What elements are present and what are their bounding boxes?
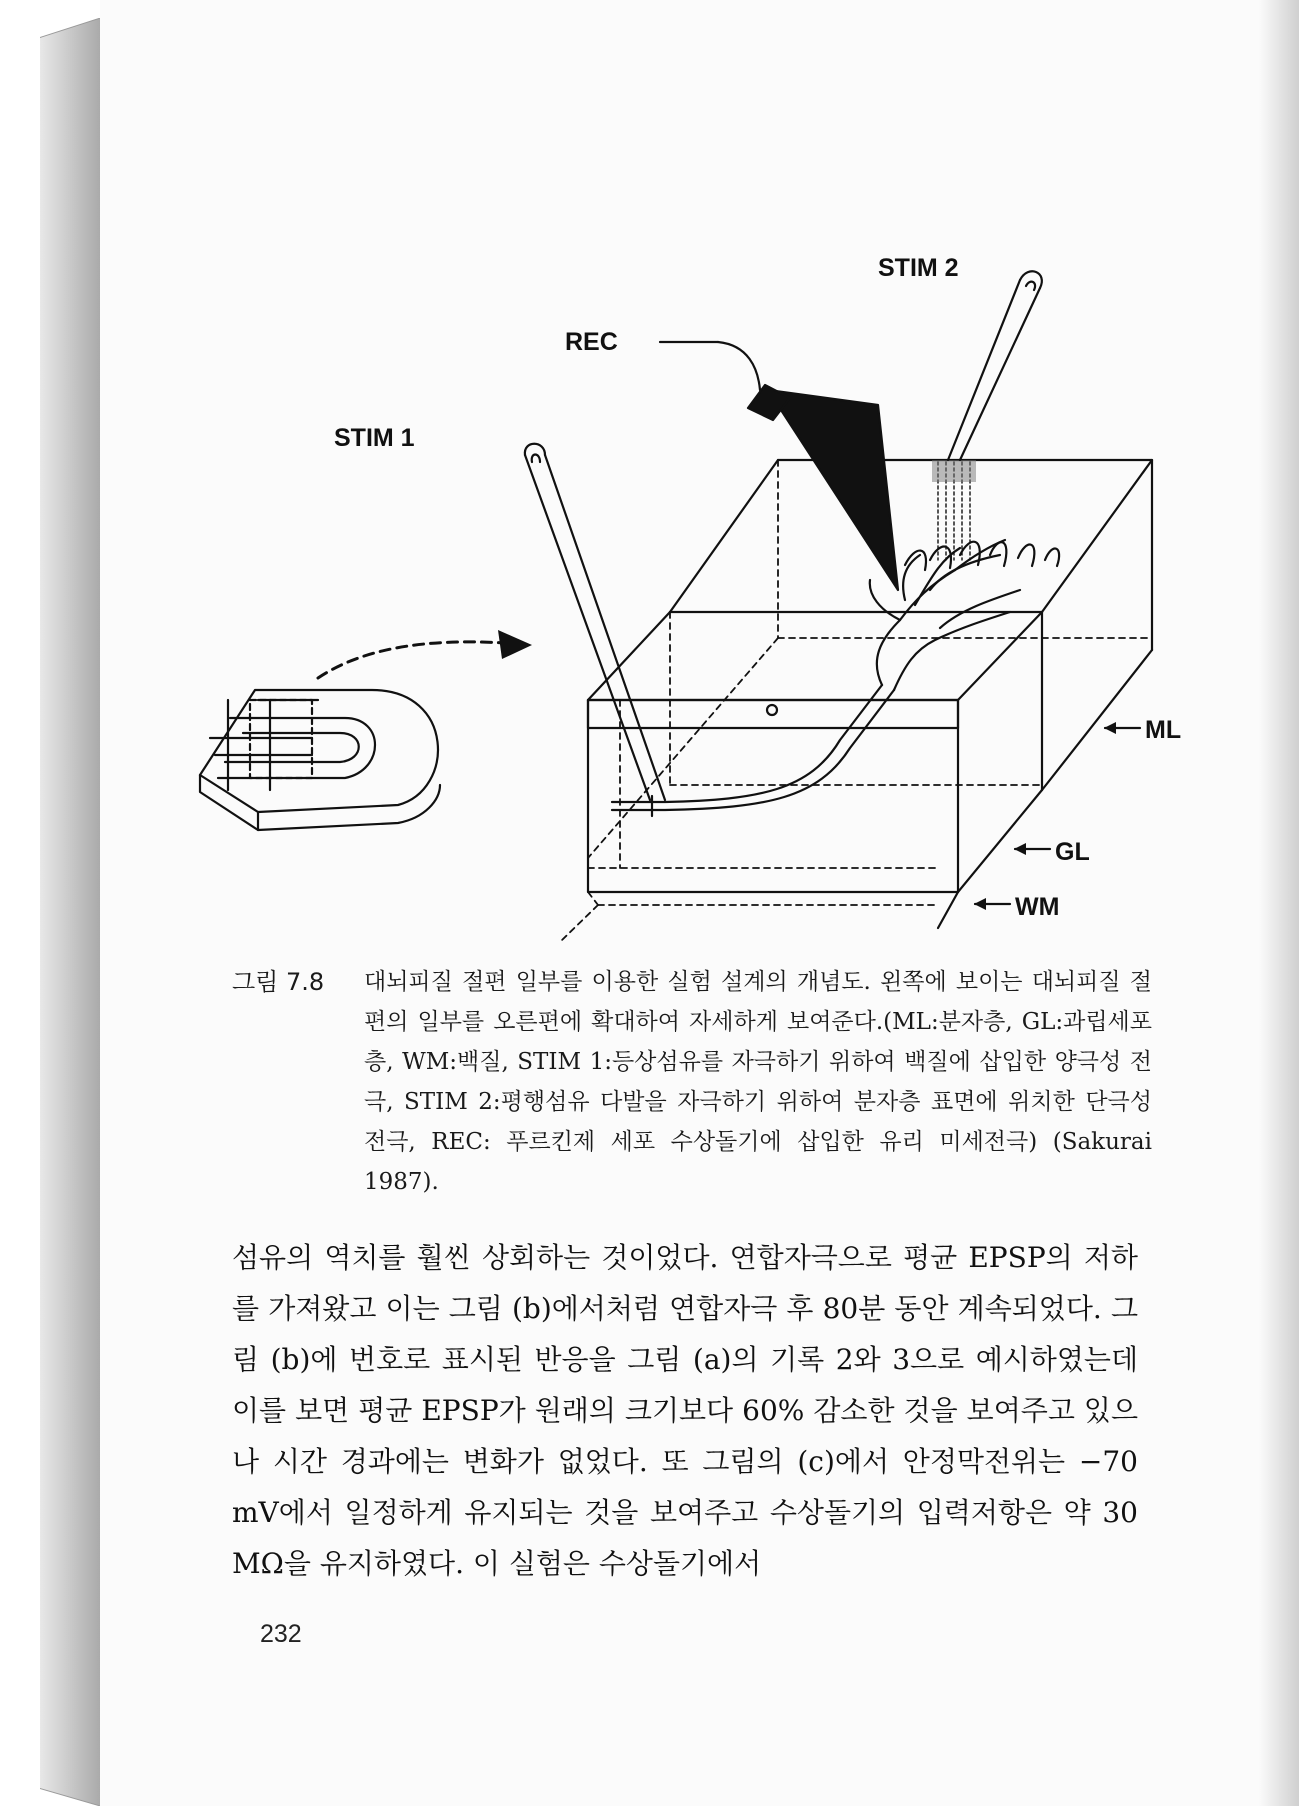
page-number: 232 <box>260 1620 302 1648</box>
figure-caption <box>232 962 1152 1202</box>
magnify-arrow <box>318 642 505 678</box>
caption-text: 대뇌피질 절편 일부를 이용한 실험 설계의 개념도. 왼쪽에 보이는 대뇌피질 절편의 일부를 오른편에 확대하여 자세하게 보여준다.(ML:분자층, GL:과립세포층, WM:백질, STIM 1:등상섬유를 자극하기 위하여 백질에 삽입한 양극성 전극, STIM 2:평행섬유 다발을 자극하기 위하여 분자층 표면에 위치한 단극성 전극, REC: 푸르킨제 세포 수상돌기에 삽입한 유리 미세전극) (Sakurai 1987). <box>364 969 1152 1195</box>
label-ml: ML <box>1145 716 1182 744</box>
label-gl: GL <box>1055 838 1090 866</box>
cortex-block <box>562 460 1152 940</box>
stim1-electrode <box>525 444 665 800</box>
body-text <box>232 1232 1138 1589</box>
stim2-electrode <box>948 271 1042 460</box>
caption-number: 그림 7.8 <box>232 968 325 996</box>
label-stim2: STIM 2 <box>878 254 959 282</box>
rec-electrode <box>660 342 898 590</box>
label-stim1: STIM 1 <box>334 424 415 452</box>
label-wm: WM <box>1015 893 1060 921</box>
body-paragraph: 섬유의 역치를 훨씬 상회하는 것이었다. 연합자극으로 평균 EPSP의 저하를 가져왔고 이는 그림 (b)에서처럼 연합자극 후 80분 동안 계속되었다. 그림 (b)에 번호로 표시된 반응을 그림 (a)의 기록 2와 3으로 예시하였는데 이를 보면 평균 EPSP가 원래의 크기보다 60% 감소한 것을 보여주고 있으나 시간 경과에는 변화가 없었다. 또 그림의 (c)에서 안정막전위는 −70 mV에서 일정하게 유지되는 것을 보여주고 수상돌기의 입력저항은 약 30 MΩ을 유지하였다. 이 실험은 수상돌기에서 <box>232 1241 1138 1580</box>
slice-overview-drawing <box>200 690 440 830</box>
label-rec: REC <box>565 328 618 356</box>
